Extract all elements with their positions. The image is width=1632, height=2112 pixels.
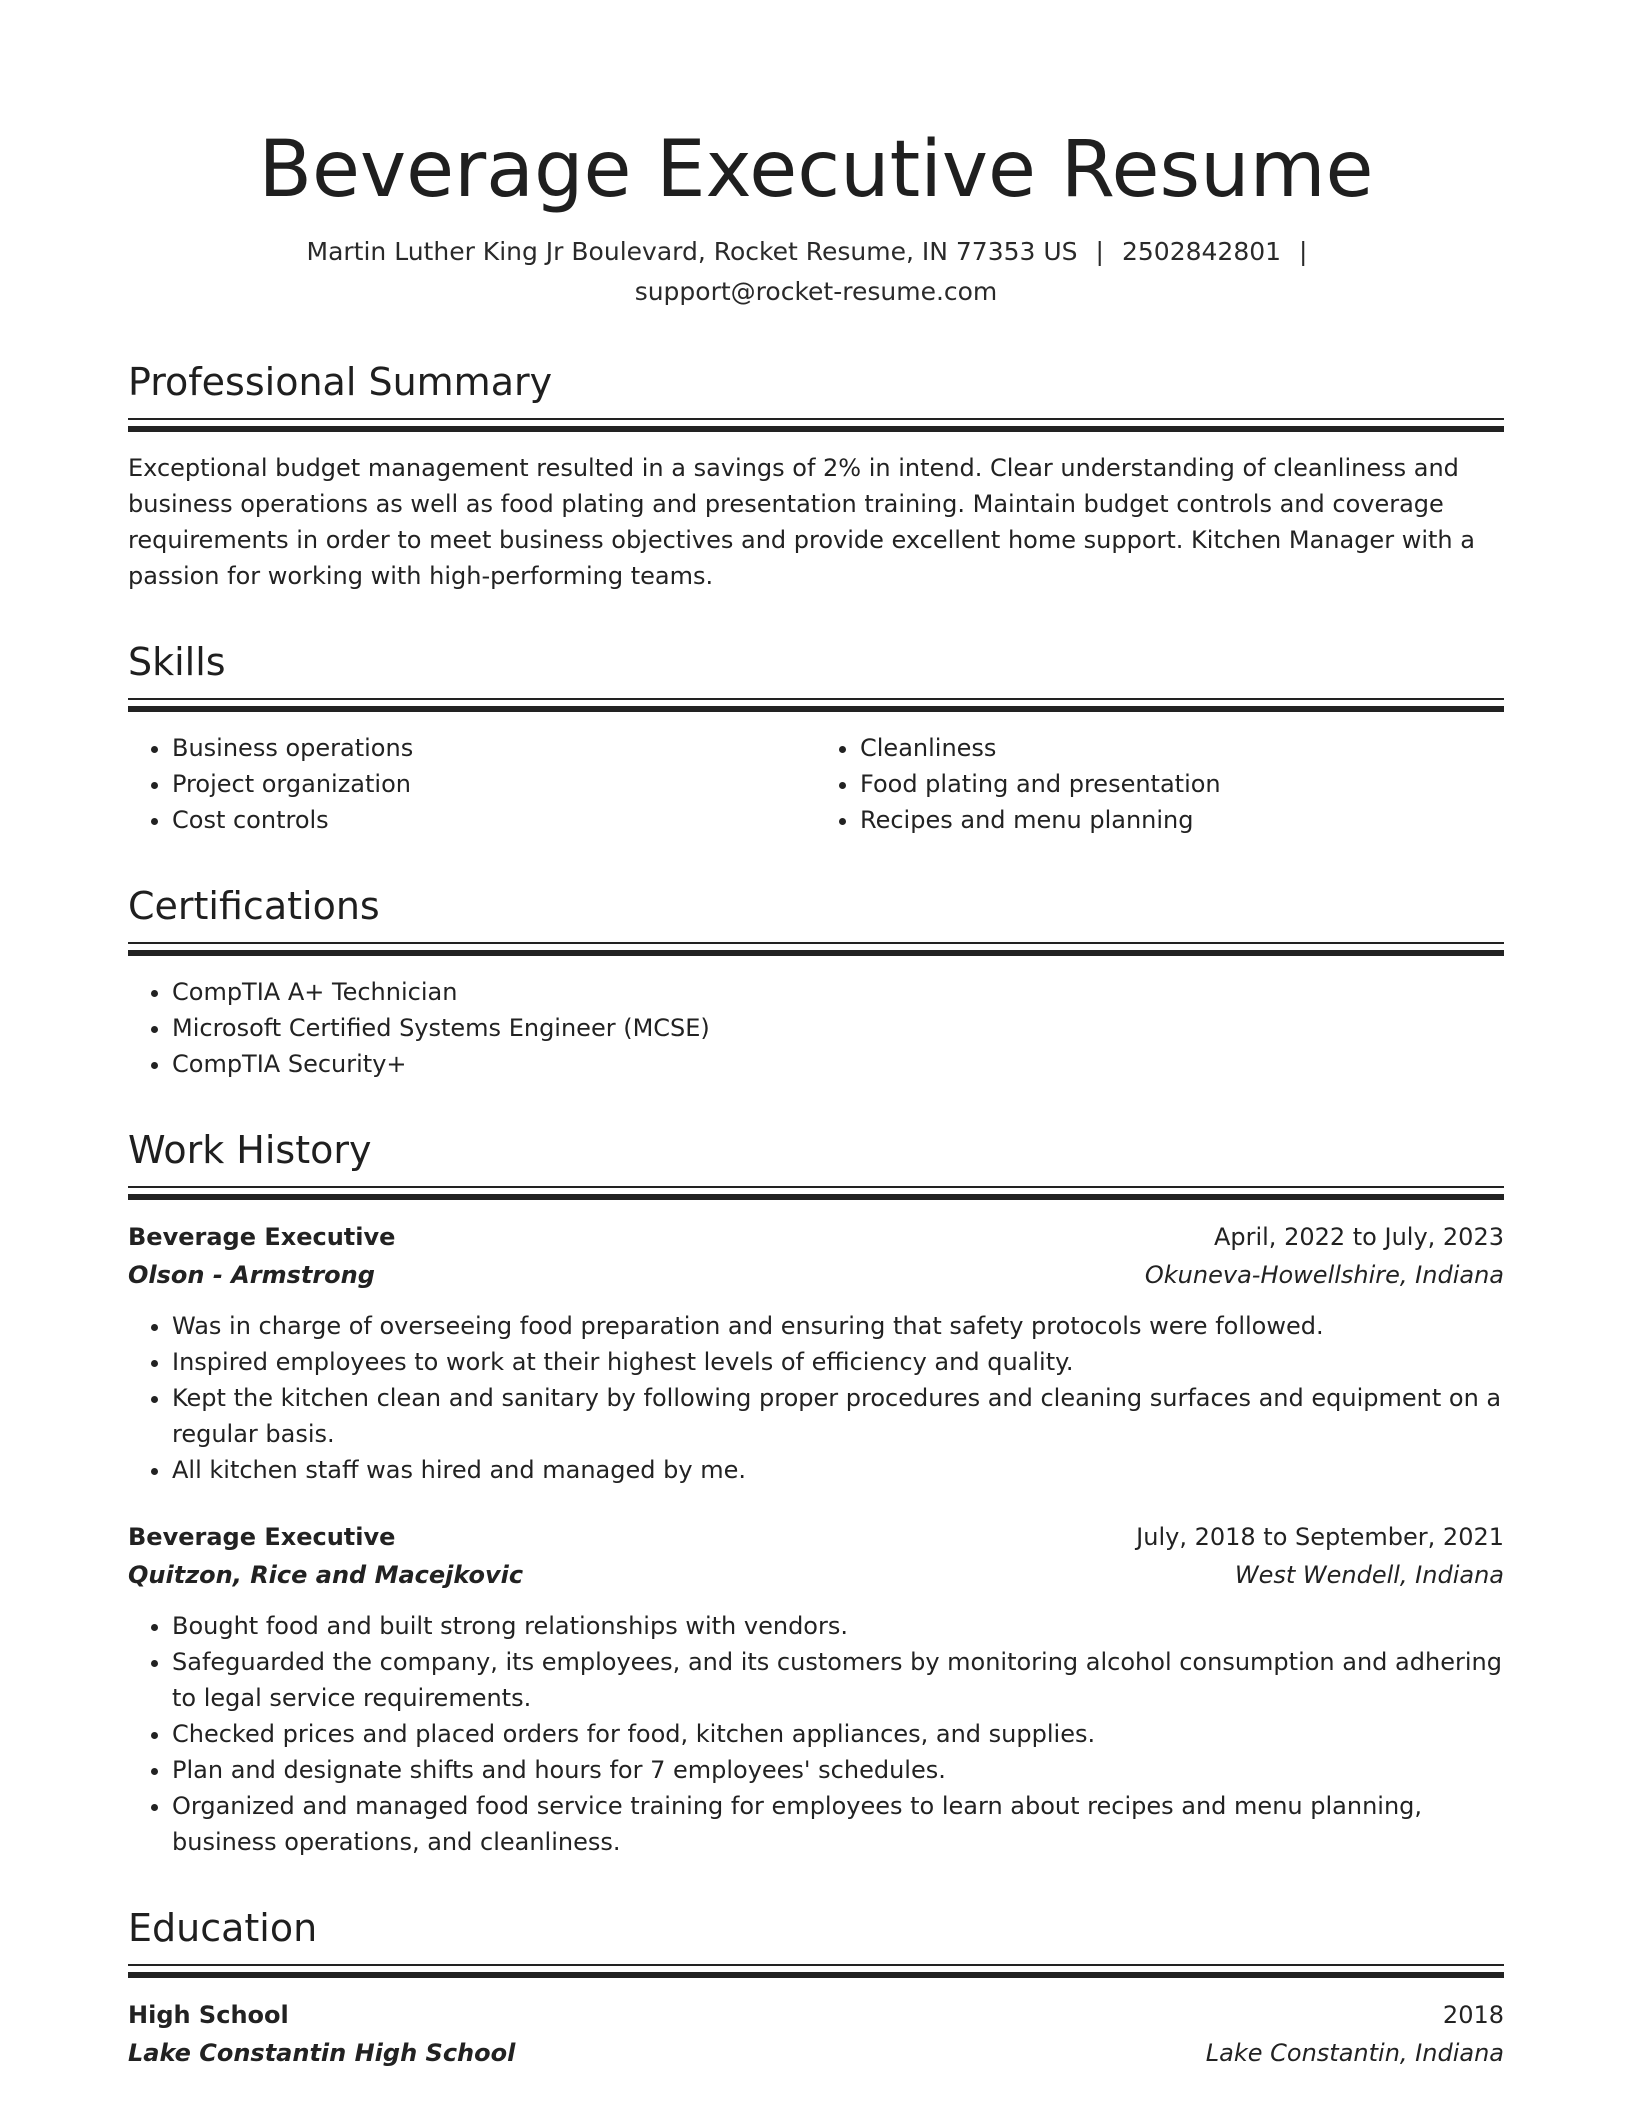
job-duty: • Safeguarded the company, its employees, and its customers by monitoring alcohol consumption and adhering to legal service requirements.: [172, 1644, 1504, 1716]
section-divider: [128, 942, 1504, 944]
certifications-list: [128, 974, 1504, 1082]
education-location: Lake Constantin, Indiana: [1205, 2039, 1504, 2067]
contact-separator: |: [1299, 237, 1308, 266]
section-divider: [128, 426, 1504, 432]
certification-item: • Microsoft Certified Systems Engineer (MCSE): [172, 1010, 1504, 1046]
education-section: [128, 1904, 1504, 2072]
section-divider: [128, 706, 1504, 712]
job-location: Okuneva-Howellshire, Indiana: [1144, 1261, 1504, 1289]
section-divider: [128, 1964, 1504, 1966]
certification-item: • CompTIA A+ Technician: [172, 974, 1504, 1010]
job-entry: [128, 1518, 1504, 1860]
job-duty: • Checked prices and placed orders for food, kitchen appliances, and supplies.: [172, 1716, 1504, 1752]
summary-text: Exceptional budget management resulted in a savings of 2% in intend. Clear understanding of cleanliness and business operations as well as food plating and presentation training. Maintain budget controls and coverage requirements in order to meet business objectives and provide excellent home support. Kitchen Manager with a passion for working with high-performing teams.: [128, 454, 1475, 590]
section-title: Skills: [128, 640, 226, 684]
job-duties-list: [128, 1608, 1504, 1860]
skill-item: • Cost controls: [172, 802, 816, 838]
skills-section: [128, 638, 1504, 838]
education-degree: High School: [128, 2001, 289, 2029]
section-divider: [128, 950, 1504, 956]
contact-info: [128, 232, 1504, 312]
education-year: 2018: [1442, 2001, 1504, 2029]
skill-item: • Recipes and menu planning: [860, 802, 1504, 838]
section-divider: [128, 418, 1504, 420]
education-school: Lake Constantin High School: [128, 2039, 516, 2067]
section-divider: [128, 698, 1504, 700]
section-title: Professional Summary: [128, 360, 553, 404]
job-title: Beverage Executive: [128, 1223, 396, 1251]
section-divider: [128, 1972, 1504, 1978]
job-duties-list: [128, 1308, 1504, 1488]
certifications-section: [128, 882, 1504, 1082]
job-company: Quitzon, Rice and Macejkovic: [128, 1561, 524, 1589]
section-title: Education: [128, 1906, 318, 1950]
skill-item: • Cleanliness: [860, 730, 1504, 766]
job-duty: • Bought food and built strong relationships with vendors.: [172, 1608, 1504, 1644]
skill-item: • Business operations: [172, 730, 816, 766]
job-dates: April, 2022 to July, 2023: [1213, 1223, 1504, 1251]
job-dates: July, 2018 to September, 2021: [1136, 1523, 1504, 1551]
job-duty: • All kitchen staff was hired and managed by me.: [172, 1452, 1504, 1488]
section-title: Work History: [128, 1128, 372, 1172]
job-company: Olson - Armstrong: [128, 1261, 375, 1289]
skills-list-left: [128, 730, 816, 838]
job-duty: • Organized and managed food service training for employees to learn about recipes and menu planning, business operations, and cleanliness.: [172, 1788, 1504, 1860]
job-location: West Wendell, Indiana: [1234, 1561, 1504, 1589]
section-divider: [128, 1194, 1504, 1200]
section-title: Certifications: [128, 884, 380, 928]
work-history-section: [128, 1126, 1504, 1860]
skill-item: • Food plating and presentation: [860, 766, 1504, 802]
job-duty: • Plan and designate shifts and hours for 7 employees' schedules.: [172, 1752, 1504, 1788]
job-entry: [128, 1218, 1504, 1488]
certification-item: • CompTIA Security+: [172, 1046, 1504, 1082]
education-entry: [128, 1996, 1504, 2072]
contact-phone: 2502842801: [1121, 237, 1282, 266]
job-duty: • Was in charge of overseeing food preparation and ensuring that safety protocols were followed.: [172, 1308, 1504, 1344]
summary-section: [128, 358, 1504, 594]
contact-email: support@rocket-resume.com: [634, 277, 998, 306]
skills-list-right: [816, 730, 1504, 838]
contact-address: Martin Luther King Jr Boulevard, Rocket Resume, IN 77353 US: [306, 237, 1078, 266]
job-duty: • Inspired employees to work at their highest levels of efficiency and quality.: [172, 1344, 1504, 1380]
section-divider: [128, 1186, 1504, 1188]
job-title: Beverage Executive: [128, 1523, 396, 1551]
job-duty: • Kept the kitchen clean and sanitary by following proper procedures and cleaning surfaces and equipment on a regular basis.: [172, 1380, 1504, 1452]
skill-item: • Project organization: [172, 766, 816, 802]
resume-title: Beverage Executive Resume: [258, 125, 1374, 215]
contact-separator: |: [1095, 237, 1104, 266]
